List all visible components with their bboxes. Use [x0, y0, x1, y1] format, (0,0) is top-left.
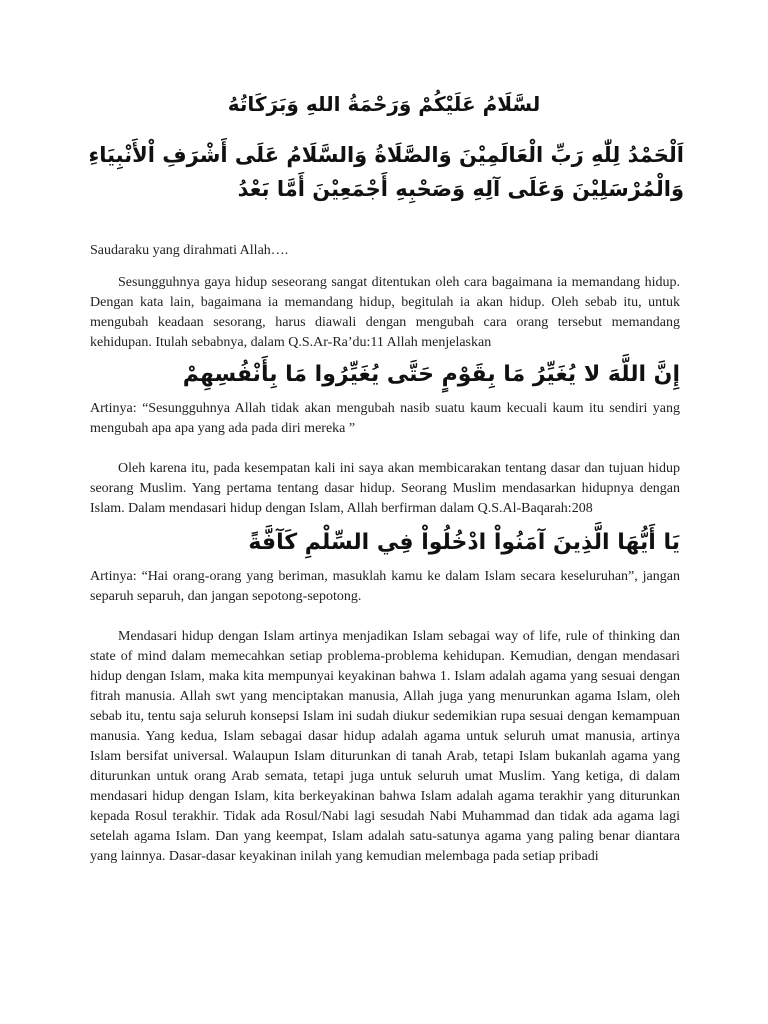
ayat-al-baqarah-208: يَا أَيُّهَا الَّذِينَ آمَنُواْ ادْخُلُواْ فِي السِّلْمِ كَآفَّةً	[248, 530, 680, 555]
translation-2: Artinya: “Hai orang-orang yang beriman, masuklah kamu ke dalam Islam secara keseluruhan”, jangan separuh separuh, dan jangan sepotong-sepotong.	[90, 569, 680, 604]
translation-1: Artinya: “Sesungguhnya Allah tidak akan mengubah nasib suatu kaum kecuali kaum itu sendiri yang mengubah apa apa yang ada pada diri mereka ”	[90, 401, 680, 436]
greeting-line: Saudaraku yang dirahmati Allah….	[90, 243, 289, 258]
hamdalah-opening: اَلْحَمْدُ لِلّٰهِ رَبِّ الْعَالَمِيْنَ وَالصَّلَاةُ وَالسَّلَامُ عَلَى أَشْرَفِ اْلأَنْبِيَاءِ وَالْمُرْسَلِيْنَ وَعَلَى آلِهِ وَصَحْبِهِ أَجْمَعِيْنَ أَمَّا بَعْدُ	[88, 143, 684, 201]
ayat-ar-rad-11: إِنَّ اللَّهَ لا يُغَيِّرُ مَا بِقَوْمٍ حَتَّى يُغَيِّرُوا مَا بِأَنْفُسِهِمْ	[182, 362, 680, 387]
paragraph-2: Oleh karena itu, pada kesempatan kali ini saya akan membicarakan tentang dasar dan tujuan hidup seorang Muslim. Yang pertama tentang dasar hidup. Seorang Muslim mendasarkan hidupnya dengan Islam. Dalam mendasari hidup dengan Islam, Allah berfirman dalam Q.S.Al-Baqarah:208	[90, 461, 680, 516]
salam-heading: لسَّلَامُ عَلَيْكُمْ وَرَحْمَةُ اللهِ وَبَرَكَاتُهُ	[227, 92, 541, 116]
paragraph-1: Sesungguhnya gaya hidup seseorang sangat ditentukan oleh cara bagaimana ia memandang hidup. Dengan kata lain, bagaimana ia memandang hidup, begitulah ia akan hidup. Oleh sebab itu, untuk mengubah keadaan sesorang, harus diawali dengan mengubah cara orang tersebut memandang kehidupan. Itulah sebabnya, dalam Q.S.Ar-Ra’du:11 Allah menjelaskan	[90, 275, 680, 350]
sermon-body	[90, 241, 680, 867]
paragraph-3: Mendasari hidup dengan Islam artinya menjadikan Islam sebagai way of life, rule of thinking dan state of mind dalam memecahkan setiap problema-problema kehidupan. Kemudian, dengan mendasari hidup dengan Islam, maka kita mempunyai keyakinan bahwa 1. Islam adalah agama yang sesuai dengan fitrah manusia. Allah swt yang menciptakan manusia, Allah juga yang menurunkan agama Islam, oleh sebab itu, tentu saja seluruh konsepsi Islam ini sudah diukur sedemikian rupa sesuai dengan kemampuan manusia. Yang kedua, Islam sebagai dasar hidup adalah agama untuk seluruh umat manusia, artinya Islam bersifat universal. Walaupun Islam diturunkan di tanah Arab, tetapi Islam bukanlah agama yang diturunkan untuk orang Arab semata, tetapi juga untuk seluruh umat Muslim. Yang ketiga, di dalam mendasari hidup dengan Islam, kita berkeyakinan bahwa Islam adalah agama terakhir yang diturunkan kepada Rosul terakhir. Tidak ada Rosul/Nabi lagi sesudah Nabi Muhammad dan tidak ada agama lagi setelah agama Islam. Dan yang keempat, Islam adalah satu-satunya agama yang paling benar diantara yang lainnya. Dasar-dasar keyakinan inilah yang kemudian melembaga pada setiap pribadi	[90, 629, 680, 864]
